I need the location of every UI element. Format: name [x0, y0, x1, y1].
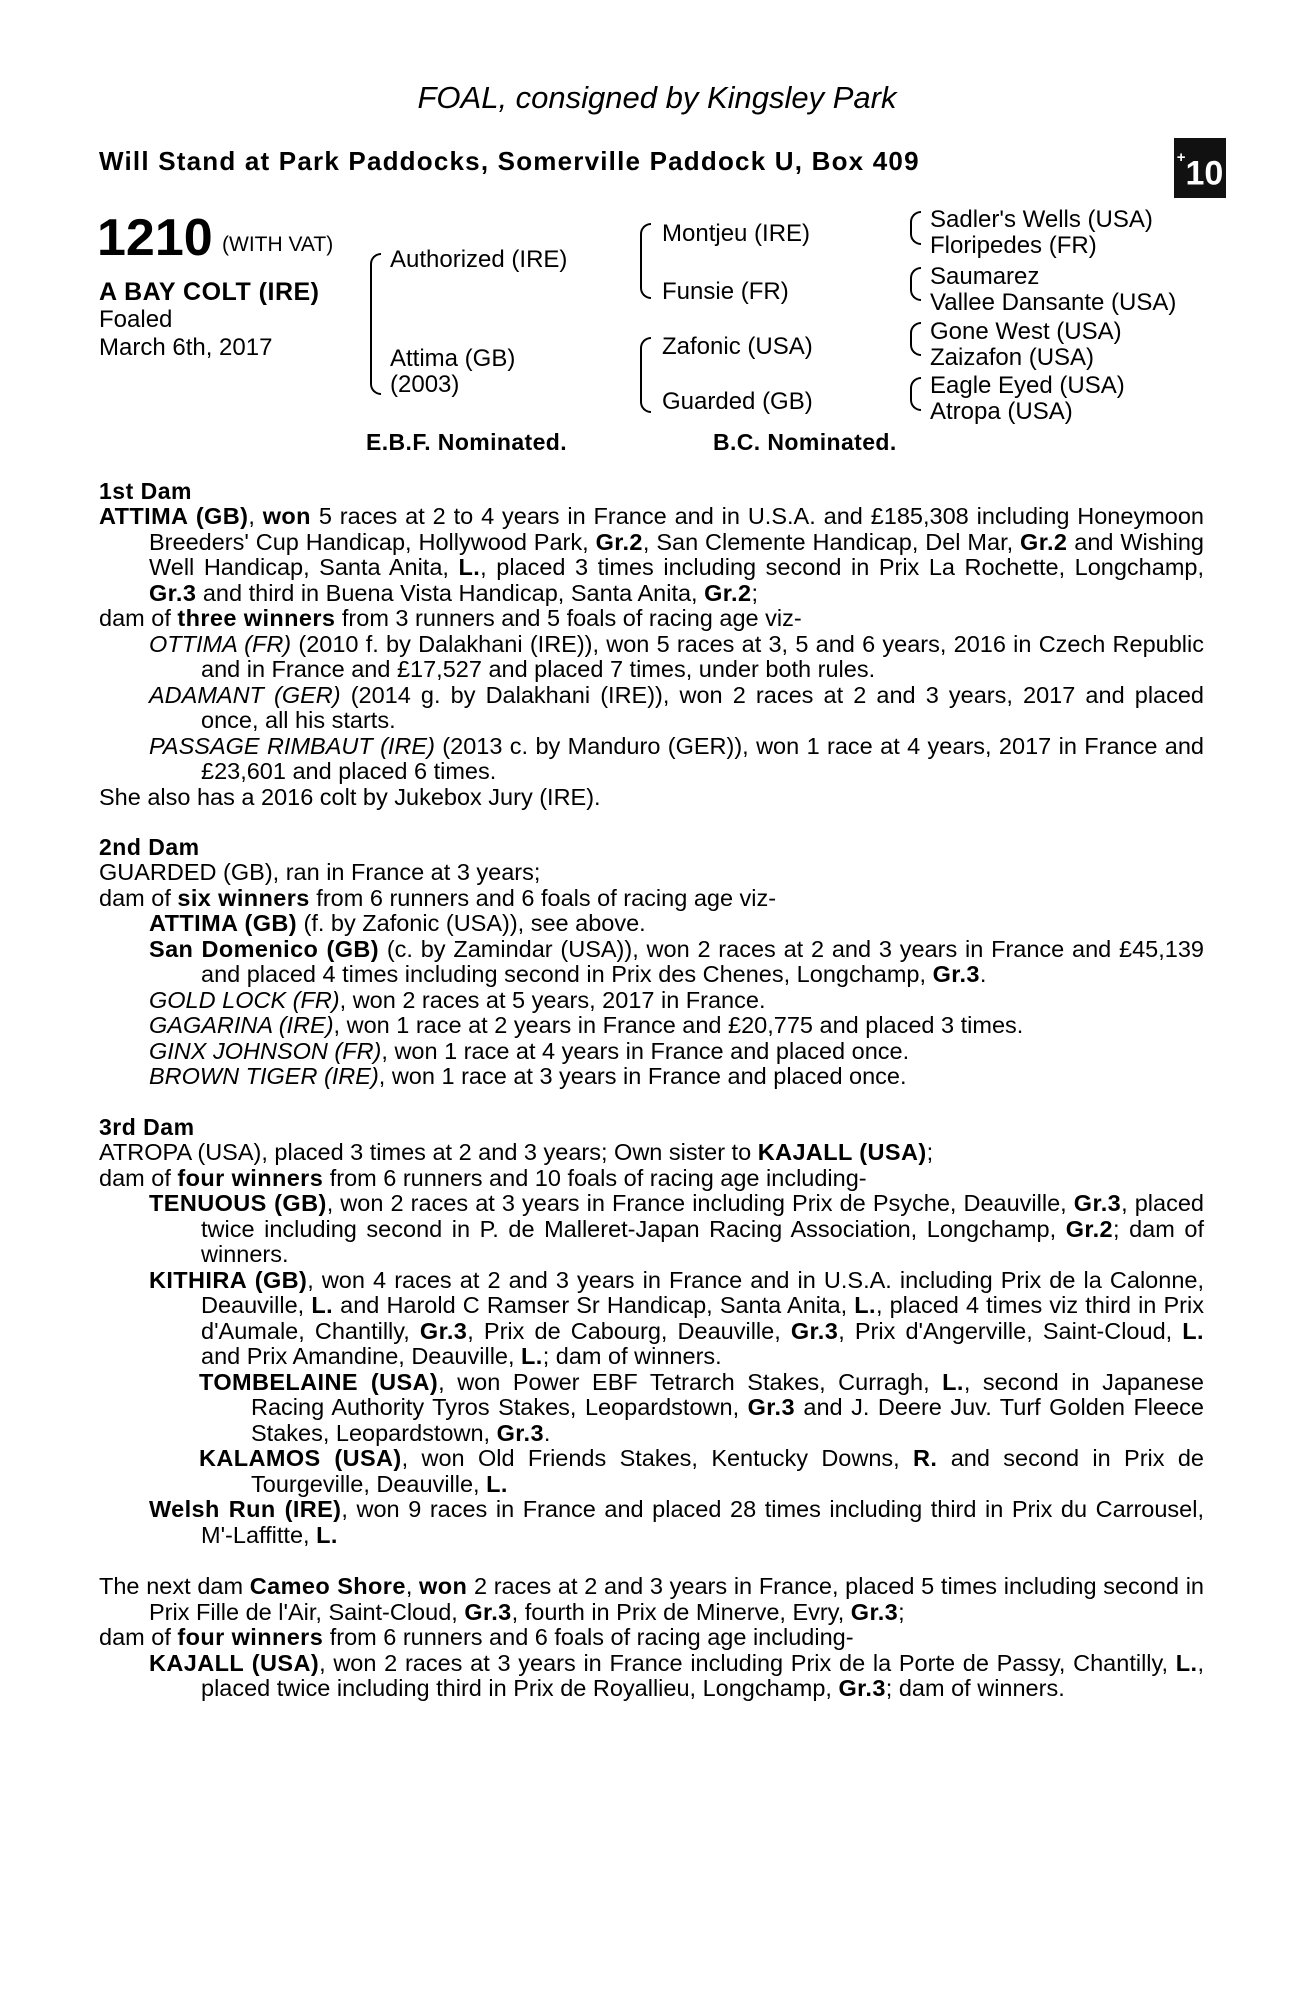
first-dam-also: She also has a 2016 colt by Jukebox Jury (IRE).: [99, 783, 601, 810]
ebf-nominated: E.B.F. Nominated.: [366, 429, 568, 455]
pedigree-bracket-g2: [910, 267, 921, 301]
first-dam-heading: 1st Dam: [99, 478, 192, 504]
pedigree-g5: Gone West (USA): [930, 318, 1122, 345]
lot-number: 1210: [97, 209, 213, 267]
second-dam-section: [99, 860, 1204, 1090]
second-dam-offspring-5: GINX JOHNSON (FR), won 1 race at 4 years in France and placed once.: [149, 1037, 910, 1064]
third-dam-grandoffspring-tombelaine: TOMBELAINE (USA), won Power EBF Tetrarch Stakes, Curragh, L., second in Japanese Racing Authority Tyros Stakes, Leopardstown, Gr.3 and J. Deere Juv. Turf Golden Fleece Stakes, Leopardstown, Gr.3.: [199, 1368, 1204, 1446]
second-dam-line: GUARDED (GB), ran in France at 3 years;: [99, 859, 541, 885]
badge-plus: +: [1176, 149, 1186, 166]
pedigree-g8: Atropa (USA): [930, 398, 1073, 425]
pedigree-g1: Sadler's Wells (USA): [930, 206, 1153, 233]
vat-note: (WITH VAT): [222, 233, 334, 256]
pedigree-dam-year: (2003): [390, 371, 460, 398]
pedigree-g4: Vallee Dansante (USA): [930, 289, 1177, 316]
second-dam-damof: dam of six winners from 6 runners and 6 foals of racing age viz-: [99, 884, 777, 911]
pedigree-bracket-dam: [640, 337, 651, 413]
badge-value: 10: [1185, 154, 1224, 193]
third-dam-damof: dam of four winners from 6 runners and 10 foals of racing age including-: [99, 1164, 867, 1191]
second-dam-heading: 2nd Dam: [99, 834, 200, 860]
pedigree-dam: Attima (GB): [390, 345, 516, 372]
first-dam-record: ATTIMA (GB), won 5 races at 2 to 4 years in France and in U.S.A. and £185,308 including Honeymoon Breeders' Cup Handicap, Hollywood Park, Gr.2, San Clemente Handicap, Del Mar, Gr.2 and Wishing Well Handicap, Santa Anita, L., placed 3 times including second in Prix La Rochette, Longchamp, Gr.3 and third in Buena Vista Handicap, Santa Anita, Gr.2;: [99, 503, 1204, 606]
second-dam-offspring-6: BROWN TIGER (IRE), won 1 race at 3 years in France and placed once.: [149, 1063, 907, 1089]
first-dam-damof: dam of three winners from 3 runners and 5 foals of racing age viz-: [99, 605, 802, 631]
first-dam-offspring-1: OTTIMA (FR) (2010 f. by Dalakhani (IRE)), won 5 races at 3, 5 and 6 years, 2016 in Czech Republic and in France and £17,527 and placed 7 times, under both rules.: [149, 630, 1205, 682]
third-dam-line: ATROPA (USA), placed 3 times at 2 and 3 years; Own sister to KAJALL (USA);: [99, 1139, 934, 1165]
third-dam-heading: 3rd Dam: [99, 1114, 195, 1140]
second-dam-offspring-4: GAGARINA (IRE), won 1 race at 2 years in France and £20,775 and placed 3 times.: [149, 1012, 1024, 1038]
pedigree-bracket-g1: [910, 211, 921, 245]
next-dam-section: [99, 1574, 1204, 1702]
next-dam-record: The next dam Cameo Shore, won 2 races at 2 and 3 years in France, placed 5 times including second in Prix Fille de l'Air, Saint-Cloud, Gr.3, fourth in Prix de Minerve, Evry, Gr.3;: [99, 1573, 1204, 1625]
next-dam-offspring-kajall: KAJALL (USA), won 2 races at 3 years in France including Prix de la Porte de Passy, Chantilly, L., placed twice including third in Prix de Royallieu, Longchamp, Gr.3; dam of winners.: [149, 1649, 1204, 1701]
foaled-label: Foaled: [99, 306, 173, 333]
third-dam-offspring-kithira: KITHIRA (GB), won 4 races at 2 and 3 years in France and in U.S.A. including Prix de la Calonne, Deauville, L. and Harold C Ramser Sr Handicap, Santa Anita, L., placed 4 times viz third in Prix d'Aumale, Chantilly, Gr.3, Prix de Cabourg, Deauville, Gr.3, Prix d'Angerville, Saint-Cloud, L. and Prix Amandine, Deauville, L.; dam of winners.: [149, 1266, 1204, 1369]
pedigree-dam-sire: Zafonic (USA): [662, 333, 813, 360]
pedigree-g3: Saumarez: [930, 263, 1040, 290]
pedigree-bracket-g3: [910, 322, 921, 356]
second-dam-offspring-2: San Domenico (GB) (c. by Zamindar (USA)), won 2 races at 2 and 3 years in France and £45,139 and placed 4 times including second in Prix des Chenes, Longchamp, Gr.3.: [149, 935, 1204, 987]
pedigree-sire: Authorized (IRE): [390, 246, 568, 273]
next-dam-damof: dam of four winners from 6 runners and 6 foals of racing age including-: [99, 1624, 854, 1650]
second-dam-offspring-3: GOLD LOCK (FR), won 2 races at 5 years, 2017 in France.: [149, 986, 766, 1013]
pedigree-bracket-main: [370, 253, 381, 395]
third-dam-offspring-tenuous: TENUOUS (GB), won 2 races at 3 years in France including Prix de Psyche, Deauville, Gr.3, placed twice including second in P. de Malleret-Japan Racing Association, Longchamp, Gr.2; dam of winners.: [149, 1190, 1204, 1267]
lot-title: A BAY COLT (IRE): [99, 278, 320, 306]
pedigree-bracket-g4: [910, 377, 921, 411]
first-dam-offspring-3: PASSAGE RIMBAUT (IRE) (2013 c. by Manduro (GER)), won 1 race at 4 years, 2017 in France and £23,601 and placed 6 times.: [149, 732, 1204, 784]
pedigree-g2: Floripedes (FR): [930, 232, 1097, 259]
pedigree-sire-dam: Funsie (FR): [662, 278, 789, 305]
stand-location: Will Stand at Park Paddocks, Somerville Paddock U, Box 409: [99, 146, 920, 176]
pedigree-bracket-sire: [640, 223, 651, 299]
pedigree-sire-sire: Montjeu (IRE): [662, 220, 811, 247]
pedigree-dam-dam: Guarded (GB): [662, 388, 813, 415]
third-dam-offspring-welsh-run: Welsh Run (IRE), won 9 races in France and placed 28 times including third in Prix du Carrousel, M'-Laffitte, L.: [149, 1496, 1205, 1548]
first-dam-section: [99, 504, 1204, 810]
second-dam-offspring-1: ATTIMA (GB) (f. by Zafonic (USA)), see above.: [149, 910, 646, 936]
third-dam-grandoffspring-kalamos: KALAMOS (USA), won Old Friends Stakes, Kentucky Downs, R. and second in Prix de Tourgeville, Deauville, L.: [199, 1445, 1204, 1497]
foaled-date: March 6th, 2017: [99, 334, 273, 361]
first-dam-offspring-2: ADAMANT (GER) (2014 g. by Dalakhani (IRE)), won 2 races at 2 and 3 years, 2017 and placed once, all his starts.: [149, 681, 1205, 733]
pedigree-g6: Zaizafon (USA): [930, 344, 1095, 371]
third-dam-section: [99, 1140, 1204, 1548]
pedigree-g7: Eagle Eyed (USA): [930, 372, 1125, 399]
consignor-line: FOAL, consigned by Kingsley Park: [417, 80, 897, 115]
bc-nominated: B.C. Nominated.: [713, 429, 897, 455]
lot-badge: [1174, 138, 1226, 198]
